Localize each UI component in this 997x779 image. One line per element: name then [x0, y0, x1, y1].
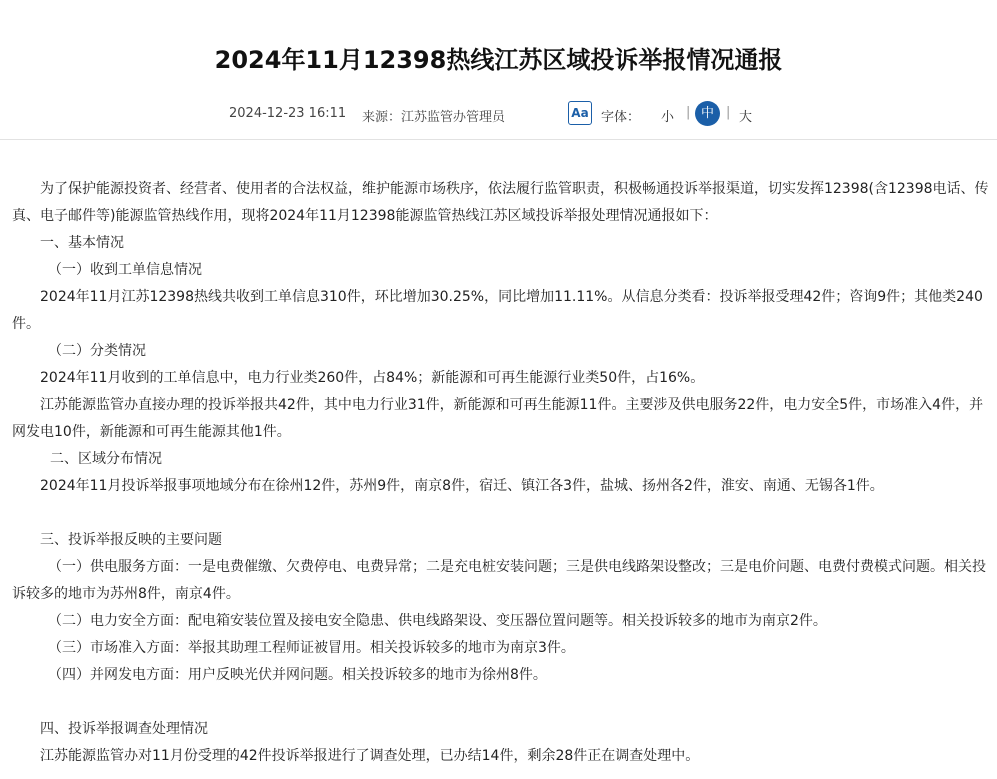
article-title: 2024年11月12398热线江苏区域投诉举报情况通报 — [214, 46, 783, 74]
font-size-small-button[interactable]: 小 — [661, 110, 675, 125]
paragraph-classification: 2024年11月收到的工单信息中，电力行业类260件，占84%；新能源和可再生能源行业类50件，占16%。 — [40, 370, 705, 386]
paragraph-power-safety: （二）电力安全方面：配电箱安装位置及接电安全隐患、供电线路架设、变压器位置问题等。相关投诉较多的地市为南京2件。 — [48, 613, 827, 629]
font-size-label: 字体： — [601, 110, 641, 125]
article-body — [12, 176, 990, 770]
paragraph-grid-connection: （四）并网发电方面：用户反映光伏并网问题。相关投诉较多的地市为徐州8件。 — [48, 667, 547, 683]
paragraph-investigation: 江苏能源监管办对11月份受理的42件投诉举报进行了调查处理，已办结14件，剩余28件正在调查处理中。 — [40, 748, 700, 764]
font-size-large-button[interactable]: 大 — [739, 110, 753, 125]
subsection-heading-tickets: （一）收到工单信息情况 — [48, 262, 202, 278]
header-divider — [0, 139, 997, 140]
font-size-medium-button[interactable]: 中 — [695, 101, 720, 126]
section-heading-region: 二、区域分布情况 — [50, 451, 162, 467]
article-source: 来源：江苏监管办管理员 — [362, 110, 506, 125]
paragraph-region: 2024年11月投诉举报事项地域分布在徐州12件，苏州9件，南京8件，宿迁、镇江各3件，盐城、扬州各2件，淮安、南通、无锡各1件。 — [40, 478, 884, 494]
article-meta-bar — [0, 100, 997, 128]
section-heading-investigation: 四、投诉举报调查处理情况 — [40, 721, 208, 737]
font-size-separator: | — [686, 105, 691, 120]
spacer — [12, 689, 990, 716]
paragraph-market-access: （三）市场准入方面：举报其助理工程师证被冒用。相关投诉较多的地市为南京3件。 — [48, 640, 575, 656]
intro-paragraph: 为了保护能源投资者、经营者、使用者的合法权益，维护能源市场秩序，依法履行监管职责，积极畅通投诉举报渠道，切实发挥12398(含12398电话、传真、电子邮件等)能源监管热线作用，现将2024年11月12398能源监管热线江苏区域投诉举报处理情况通报如下： — [12, 181, 989, 224]
spacer — [12, 500, 990, 527]
font-size-icon[interactable]: Aa — [568, 101, 592, 125]
subsection-heading-classification: （二）分类情况 — [48, 343, 146, 359]
section-heading-basic: 一、基本情况 — [40, 235, 124, 251]
paragraph-power-supply: （一）供电服务方面：一是电费催缴、欠费停电、电费异常；二是充电桩安装问题；三是供电线路架设整改；三是电价问题、电费付费模式问题。相关投诉较多的地市为苏州8件，南京4件。 — [12, 559, 986, 602]
paragraph-tickets: 2024年11月江苏12398热线共收到工单信息310件，环比增加30.25%，同比增加11.11%。从信息分类看：投诉举报受理42件；咨询9件；其他类240件。 — [12, 289, 983, 332]
publish-date: 2024-12-23 16:11 — [229, 106, 347, 121]
paragraph-direct-handling: 江苏能源监管办直接办理的投诉举报共42件，其中电力行业31件，新能源和可再生能源11件。主要涉及供电服务22件，电力安全5件，市场准入4件，并网发电10件，新能源和可再生能源其他1件。 — [12, 397, 984, 440]
section-heading-issues: 三、投诉举报反映的主要问题 — [40, 532, 222, 548]
font-size-separator: | — [726, 105, 731, 120]
